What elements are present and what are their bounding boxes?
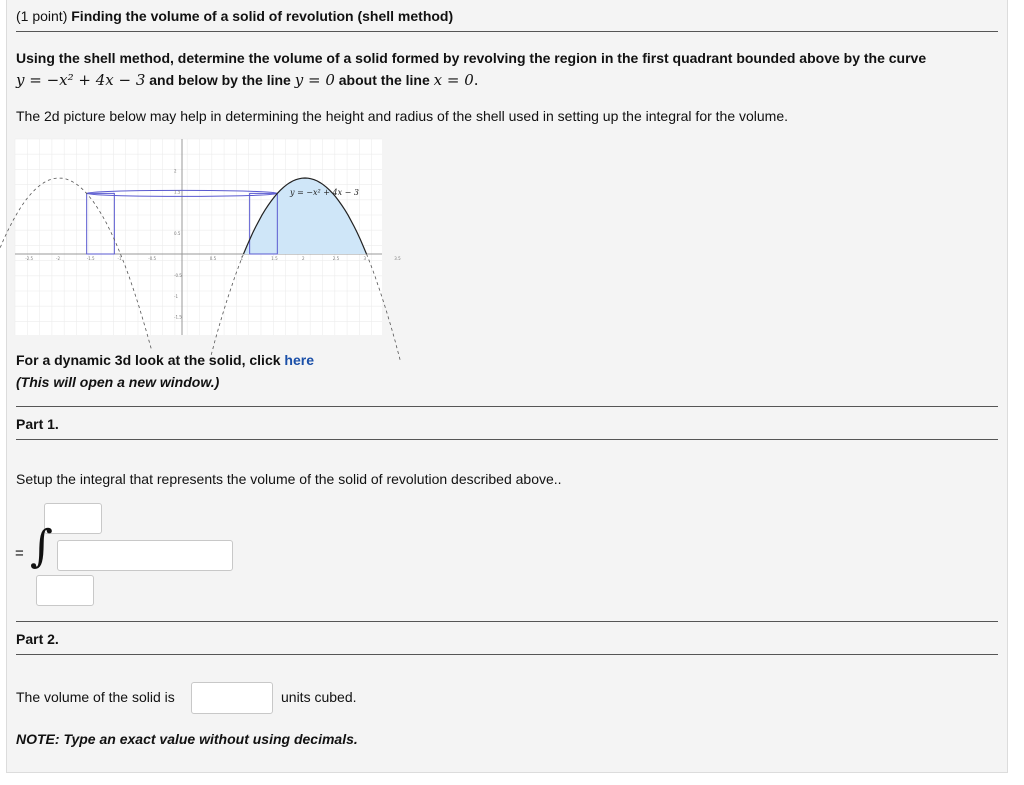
y-tick-label: -1	[174, 293, 178, 299]
x-tick-label: -1.5	[86, 256, 95, 261]
y-tick-label: 2	[174, 168, 177, 174]
hint-text: The 2d picture below may help in determining the height and radius of the shell used in setting up the integral for the volume.	[16, 108, 789, 124]
x-tick-label: 1	[240, 256, 244, 261]
x-tick-label: 0.5	[209, 256, 217, 261]
y-tick-label: -1.5	[174, 314, 182, 320]
part1-top-divider	[16, 406, 998, 407]
title-text: Finding the volume of a solid of revolution (shell method)	[71, 8, 454, 24]
part1-prompt: Setup the integral that represents the volume of the solid of revolution described above..	[16, 471, 562, 487]
curve-equation: y = −x² + 4x − 3	[16, 71, 146, 89]
statement-mid2: about the line	[338, 72, 430, 88]
part1-bottom-divider	[16, 439, 998, 440]
volume-suffix: units cubed.	[281, 689, 357, 705]
integrand-input[interactable]	[57, 540, 233, 571]
title-divider	[16, 31, 998, 32]
statement-mid1: and below by the line	[149, 72, 291, 88]
x-tick-label: -2	[56, 256, 60, 261]
new-window-note: (This will open a new window.)	[16, 374, 220, 390]
lower-limit-input[interactable]	[36, 575, 94, 606]
x-tick-label: -1	[117, 256, 122, 261]
problem-statement-line1: Using the shell method, determine the volume of a solid formed by revolving the region in the first quadrant bounded above by the curve	[16, 50, 927, 66]
line-equation: y = 0	[294, 71, 335, 89]
exact-value-note: NOTE: Type an exact value without using decimals.	[16, 731, 358, 747]
x-tick-label: 3.5	[394, 256, 401, 261]
x-tick-label: -2.5	[25, 256, 34, 261]
region-graph	[15, 139, 401, 335]
y-tick-label: 1.5	[174, 189, 181, 195]
x-tick-label: 1.5	[271, 256, 278, 261]
x-tick-label: 2	[302, 256, 305, 261]
curve-label: y = −x² + 4x − 3	[290, 188, 359, 197]
axis-equation: x = 0	[433, 71, 474, 89]
problem-title	[16, 8, 453, 24]
volume-prefix: The volume of the solid is	[16, 689, 175, 705]
x-tick-label: 2.5	[332, 256, 340, 261]
dynamic-line	[16, 352, 314, 368]
x-tick-label: 3	[363, 256, 367, 261]
part2-top-divider	[16, 621, 998, 622]
points-label: (1 point)	[16, 8, 68, 24]
equals-sign: =	[15, 545, 24, 562]
dynamic-text: For a dynamic 3d look at the solid, click	[16, 352, 281, 368]
here-link[interactable]: here	[284, 352, 314, 368]
part2-label: Part 2.	[16, 631, 59, 647]
volume-answer-input[interactable]	[191, 682, 273, 714]
part1-label: Part 1.	[16, 416, 59, 432]
integral-sign: ∫	[30, 521, 53, 572]
x-tick-label: -0.5	[148, 256, 157, 261]
part2-bottom-divider	[16, 654, 998, 655]
problem-statement-line2: y = −x² + 4x − 3 and below by the line y = 0 about the line x = 0.	[16, 71, 479, 89]
y-tick-label: -0.5	[174, 272, 182, 278]
y-tick-label: 0.5	[174, 231, 181, 237]
